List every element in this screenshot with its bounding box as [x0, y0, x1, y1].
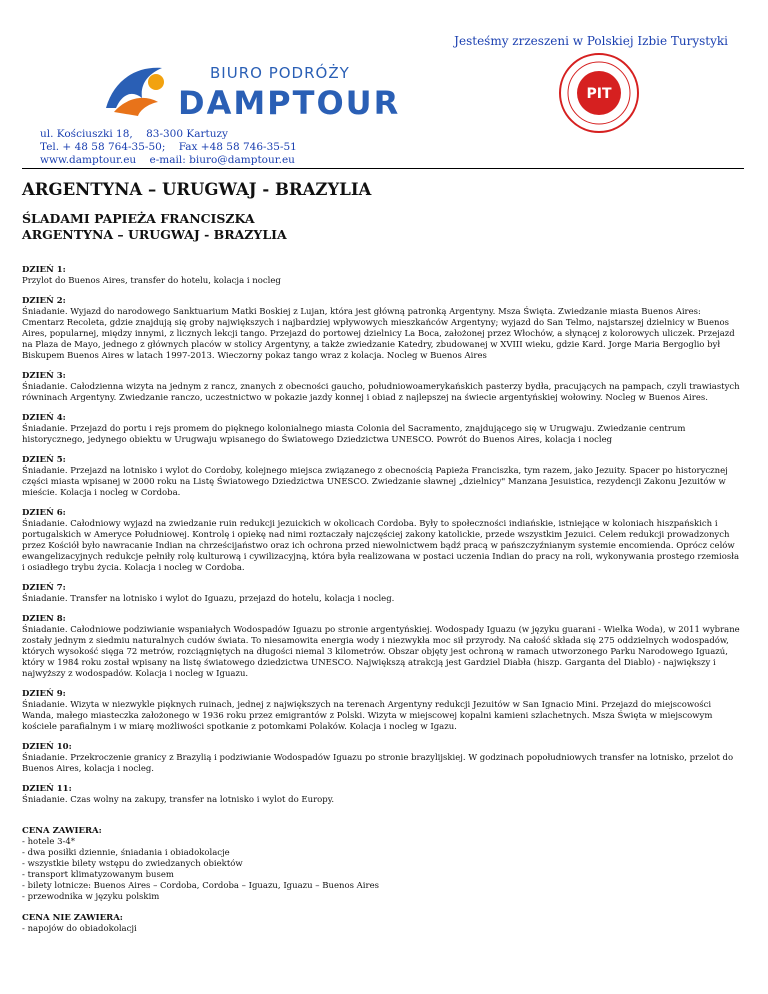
logo-small-text: BIURO PODRÓŻY [210, 64, 350, 82]
list-item: - hotele 3-4* [22, 837, 76, 847]
itinerary-day [22, 742, 742, 775]
itinerary-day [22, 689, 742, 733]
day-text: Śniadanie. Czas wolny na zakupy, transfer na lotnisko i wylot do Europy. [22, 795, 335, 805]
day-text: Śniadanie. Przejazd do portu i rejs promem do pięknego kolonialnego miasta Colonia del Sacramento, znajdującego się w Urugwaju. Zwiedzanie centrum historycznego, jedynego obiektu w Urugwaju wpisanego do Światowego Dziedzictwa UNESCO. Powrót do Buenos Aires, kolacja i nocleg [22, 424, 686, 445]
price-includes [22, 826, 742, 903]
itinerary-day [22, 583, 742, 605]
logo-big-text: DAMPTOUR [178, 84, 401, 120]
day-label: DZIEŃ 7: [22, 583, 66, 593]
day-text: Śniadanie. Całodzienna wizyta na jednym z rancz, znanych z obecności gaucho, południowoamerykańskich pasterzy bydła, pracujących na pampach, czyli trawiastych równinach Argentyny. Zwiedzanie ranczo, uczestnictwo w pokazie jazdy konnej i obiad z najlepszej na świecie argentyńskiej wołowiny. Nocleg w Buenos Aires. [22, 382, 740, 403]
wave-icon [106, 68, 164, 116]
list-item: - wszystkie bilety wstępu do zwiedzanych obiektów [22, 859, 243, 869]
day-text: Śniadanie. Całodniowe podziwianie wspaniałych Wodospadów Iguazu po stronie argentyńskiej. Wodospady Iguazu (w języku guarani - Wielka Woda), w 2011 wybrane zostały jednym z siedmiu naturalnych cudów świata. To niesamowita energia wody i niezwykła moc sił przyrody. Na całość składa się 275 oddzielnych wodospadów, których wysokość sięga 72 metrów, rozciągniętych na długości niemal 3 kilometrów. Obszar objęty jest ochroną w ramach utworzonego Parku Narodowego Iguazú, który w 1984 roku został wpisany na listę światowego dziedzictwa UNESCO. Największą atrakcją jest Gardziel Diabła (hiszp. Garganta del Diablo) - największy i najwyższy z wodospadów. Kolacja i nocleg w Iguazu. [22, 625, 740, 679]
itinerary-day [22, 508, 742, 574]
day-label: DZIEŃ 3: [22, 371, 66, 381]
day-label: DZIEŃ 9: [22, 689, 66, 699]
contact-phone: Tel. + 48 58 764-35-50; Fax +48 58 746-35-51 [40, 141, 297, 153]
day-label: DZIEŃ 1: [22, 265, 66, 275]
day-text: Śniadanie. Wizyta w niezwykle pięknych ruinach, jednej z największych na terenach Argentyny redukcji Jezuitów w San Ignacio Mini. Przejazd do miejscowości Wanda, małego miasteczka założonego w 1936 roku przez emigrantów z Polski. Wizyta w miejscowej kopalni kamieni szlachetnych. Msza Święta w miejscowym kościele parafialnym i w miarę możliwości spotkanie z potomkami Polaków. Kolacja i nocleg w Igazu. [22, 700, 713, 732]
price-excludes [22, 913, 742, 935]
list-item: - bilety lotnicze: Buenos Aires – Cordoba, Cordoba – Iguazu, Iguazu – Buenos Aires [22, 881, 379, 891]
day-label: DZIEN 8: [22, 614, 66, 624]
day-label: DZIEŃ 2: [22, 296, 66, 306]
day-label: DZIEŃ 4: [22, 413, 66, 423]
document-body [22, 180, 742, 935]
subtitle-line-1: ŚLADAMI PAPIEŻA FRANCISZKA [22, 211, 255, 226]
day-label: DZIEŃ 6: [22, 508, 66, 518]
list-item: - napojów do obiadokolacji [22, 924, 137, 934]
day-text: Śniadanie. Transfer na lotnisko i wylot do Iguazu, przejazd do hotelu, kolacja i nocleg. [22, 594, 395, 604]
itinerary-day [22, 614, 742, 680]
page-title: ARGENTYNA – URUGWAJ - BRAZYLIA [22, 180, 372, 199]
itinerary-day [22, 413, 742, 446]
itinerary-day [22, 371, 742, 404]
day-text: Śniadanie. Wyjazd do narodowego Sanktuarium Matki Boskiej z Lujan, która jest główną patronką Argentyny. Msza Święta. Zwiedzanie miasta Buenos Aires: Cmentarz Recoleta, gdzie znajdują się groby największych i najbardziej wpływowych mieszkańców Argentyny; wyjazd do San Telmo, najstarszej dzielnicy w Buenos Aires, popularnej, między innymi, z licznych lekcji tango. Przejazd do portowej dzielnicy La Boca, założonej przez Włochów, a słynącej z kolorowych uliczek. Przejazd na Plaza de Mayo, jednego z głównych placów w stolicy Argentyny, a także zwiedzanie Katedry, zbudowanej w XVIII wieku, gdzie Kard. Jorge Maria Bergoglio był Biskupem Buenos Aires w latach 1997-2013. Wieczorny pokaz tango wraz z kolacja. Nocleg w Buenos Aires [22, 307, 735, 361]
day-text: Śniadanie. Przekroczenie granicy z Brazylią i podziwianie Wodospadów Iguazu po stronie brazylijskiej. W godzinach popołudniowych transfer na lotnisko, przelot do Buenos Aires, kolacja i nocleg. [22, 753, 734, 774]
list-item: - przewodnika w języku polskim [22, 892, 160, 902]
pit-badge-text: PIT [586, 86, 612, 102]
excludes-title: CENA NIE ZAWIERA: [22, 913, 123, 923]
header-divider [22, 168, 744, 169]
day-label: DZIEŃ 5: [22, 455, 66, 465]
contact-block [40, 128, 297, 167]
pit-badge [558, 52, 640, 134]
includes-title: CENA ZAWIERA: [22, 826, 102, 836]
subtitle [22, 211, 742, 243]
contact-address: ul. Kościuszki 18, 83-300 Kartuzy [40, 128, 228, 140]
itinerary-day [22, 296, 742, 362]
list-item: - transport klimatyzowanym busem [22, 870, 174, 880]
membership-note: Jesteśmy zrzeszeni w Polskiej Izbie Turystyki [454, 34, 728, 48]
day-label: DZIEŃ 10: [22, 742, 72, 752]
itinerary-day [22, 265, 742, 287]
day-text: Śniadanie. Przejazd na lotnisko i wylot do Cordoby, kolejnego miejsca związanego z obecnością Papieża Franciszka, tym razem, jako Jezuity. Spacer po historycznej części miasta wpisanej w 2000 roku na Listę Światowego Dziedzictwa UNESCO. Zwiedzanie sławnej „dzielnicy" Manzana Jesuistica, rezydencji Zakonu Jezuitów w mieście. Kolacja i nocleg w Cordoba. [22, 466, 728, 498]
itinerary-day [22, 455, 742, 499]
contact-web[interactable]: www.damptour.eu e-mail: biuro@damptour.eu [40, 154, 295, 166]
subtitle-line-2: ARGENTYNA – URUGWAJ - BRAZYLIA [22, 227, 287, 242]
day-text: Przylot do Buenos Aires, transfer do hotelu, kolacja i nocleg [22, 276, 281, 286]
day-text: Śniadanie. Całodniowy wyjazd na zwiedzanie ruin redukcji jezuickich w okolicach Cordoba. Były to społeczności indiańskie, istniejące w koloniach hiszpańskich i portugalskich w Ameryce Południowej. Kontrolę i opiekę nad nimi roztaczały najczęściej zakony katolickie, przede wszystkim Jezuici. Celem redukcji prowadzonych przez Kościół było nawracanie Indian na chrześcijaństwo oraz ich ochrona przed niewolnictwem bądź pracą w pańszczyźnianym systemie encomienda. Oprócz celów ewangelizacyjnych redukcje pełniły rolę kulturową i cywilizacyjną, która była realizowana w postaci uczenia Indian do pracy na roli, wykonywania prostego rzemiosła i osiadłego trybu życia. Kolacja i nocleg w Cordoba. [22, 519, 740, 573]
list-item: - dwa posiłki dziennie, śniadania i obiadokolacje [22, 848, 230, 858]
day-label: DZIEŃ 11: [22, 784, 72, 794]
damptour-logo [96, 58, 436, 120]
itinerary-day [22, 784, 742, 806]
